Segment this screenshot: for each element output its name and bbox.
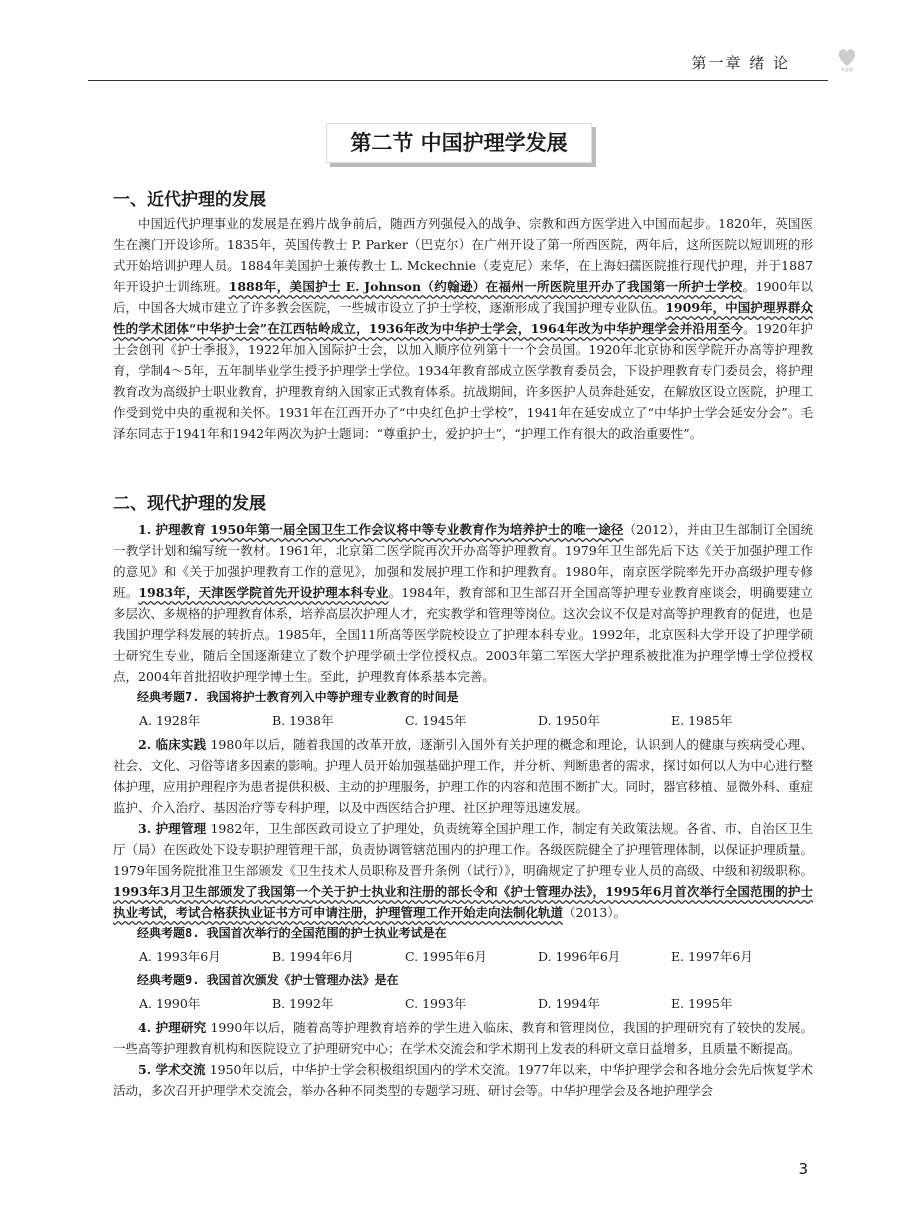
options-q8: A. 1993年6月 B. 1994年6月 C. 1995年6月 D. 1996年6月 E. 1997年6月: [139, 949, 753, 964]
svg-text:有意思: 有意思: [841, 67, 853, 72]
sec1-body: [113, 213, 813, 444]
heading-modern-early: 一、近代护理的发展: [113, 190, 266, 210]
exam-question-9: 经典考题9. 我国首次颁发《护士管理办法》是在: [137, 973, 399, 987]
paragraph: 3. 护理管理 1982年，卫生部医政司设立了护理处，负责统筹全国护理工作，制定有关政策法规。各省、市、自治区卫生厅（局）在医政处下设专职护理管理干部，负责协调管辖范围内的护理工作。各级医院健全了护理管理体制，以保证护理质量。1979年国务院批准卫生部颁发《卫生技术人员职称及晋升条例（试行）》，明确规定了护理专业人员的高级、中级和初级职称。1993年3月卫生部颁发了我国第一个关于护士执业和注册的部长令和《护士管理办法》，1995年6月首次举行全国范围的护士执业考试，考试合格获执业证书方可申请注册，护理管理工作开始走向法制化轨道（2013）。: [113, 821, 814, 920]
heading-modern: 二、现代护理的发展: [113, 494, 266, 514]
page-header: [88, 40, 853, 81]
paragraph: 4. 护理研究 1990年以后，随着高等护理教育培养的学生进入临床、教育和管理岗位，我国的护理研究有了较快的发展。一些高等护理教育机构和医院设立了护理研究中心；在学术交流会和学术期刊上发表的科研文章日益增多，且质量不断提高。: [113, 1020, 813, 1056]
page-number: 3: [798, 1160, 808, 1178]
paragraph: 2. 临床实践 1980年以后，随着我国的改革开放，逐渐引入国外有关护理的概念和理论，认识到人的健康与疾病受心理、社会、文化、习俗等诸多因素的影响。护理人员开始加强基础护理工作，并分析、判断患者的需求，探讨如何以人为中心进行整体护理，应用护理程序为患者提供积极、主动的护理服务，护理工作的内容和范围不断扩大。同时，器官移植、显微外科、重症监护、介入治疗、基因治疗等专科护理，以及中西医结合护理、社区护理等迅速发展。: [113, 737, 814, 815]
heart-logo-icon: [836, 46, 858, 72]
sec2-body: [113, 519, 813, 1101]
exam-question-8: 经典考题8. 我国首次举行的全国范围的护士执业考试是在: [137, 926, 447, 940]
chapter-title: 第一章 绪 论: [691, 54, 790, 72]
options-q7: A. 1928年 B. 1938年 C. 1945年 D. 1950年 E. 1985年: [139, 713, 733, 728]
paragraph: 1. 护理教育 1950年第一届全国卫生工作会议将中等专业教育作为培养护士的唯一途径（2012），并由卫生部制订全国统一教学计划和编写统一教材。1961年，北京第二医学院再次开办高等护理教育。1979年卫生部先后下达《关于加强护理工作的意见》和《关于加强护理教育工作的意见》，加强和发展护理工作和护理教育。1980年，南京医学院率先开办高级护理专修班。1983年，天津医学院首先开设护理本科专业。1984年，教育部和卫生部召开全国高等护理专业教育座谈会，明确要建立多层次、多规格的护理教育体系，培养高层次护理人才，充实教学和管理等岗位。这次会议不仅是对高等护理教育的促进，也是我国护理学科发展的转折点。1985年，全国11所高等医学院校设立了护理本科专业。1992年，北京医科大学开设了护理学硕士研究生专业，随后全国逐渐建立了数个护理学硕士学位授权点。2003年第二军医大学护理系被批准为护理学博士学位授权点，2004年首批招收护理学博士生。至此，护理教育体系基本完善。: [113, 522, 814, 684]
options-q9: A. 1990年 B. 1992年 C. 1993年 D. 1994年 E. 1995年: [139, 996, 733, 1011]
section-title: 第二节 中国护理学发展: [326, 123, 592, 163]
exam-question-7: 经典考题7. 我国将护士教育列入中等护理专业教育的时间是: [137, 690, 459, 704]
paragraph: 中国近代护理事业的发展是在鸦片战争前后，随西方列强侵入的战争、宗教和西方医学进入中国而起步。1820年，英国医生在澳门开设诊所。1835年，英国传教士 P. Parker（巴克尔）在广州开设了第一所西医院，两年后，这所医院以短训班的形式开始培训护理人员。1884年美国护士兼传教士 L. Mckechnie（麦克尼）来华，在上海妇孺医院推行现代护理，并于1887年开设护士训练班。1888年，美国护士 E. Johnson（约翰逊）在福州一所医院里开办了我国第一所护士学校。1900年以后，中国各大城市建立了许多教会医院，一些城市设立了护士学校，逐渐形成了我国护理专业队伍。1909年，中国护理界群众性的学术团体“中华护士会”在江西牯岭成立，1936年改为中华护士学会，1964年改为中华护理学会并沿用至今。1920年护士会创刊《护士季报》，1922年加入国际护士会，以加入顺序位列第十一个会员国。1920年北京协和医学院开办高等护理教育，学制4～5年，五年制毕业学生授予护理学士学位。1934年教育部成立医学教育委员会，下设护理教育专门委员会，将护理教育改为高级护士职业教育，护理教育纳入国家正式教育体系。抗战期间，许多医护人员奔赴延安，在解放区设立医院，护理工作受到党中央的重视和关怀。1931年在江西开办了“中央红色护士学校”，1941年在延安成立了“中华护士学会延安分会”。毛泽东同志于1941年和1942年两次为护士题词：“尊重护士，爱护护士”，“护理工作有很大的政治重要性”。: [113, 216, 814, 441]
paragraph: 5. 学术交流 1950年以后，中华护士学会积极组织国内的学术交流。1977年以来，中华护理学会和各地分会先后恢复学术活动，多次召开护理学术交流会，举办各种不同类型的专题学习班、研讨会等。中华护理学会及各地护理学会: [113, 1062, 813, 1098]
